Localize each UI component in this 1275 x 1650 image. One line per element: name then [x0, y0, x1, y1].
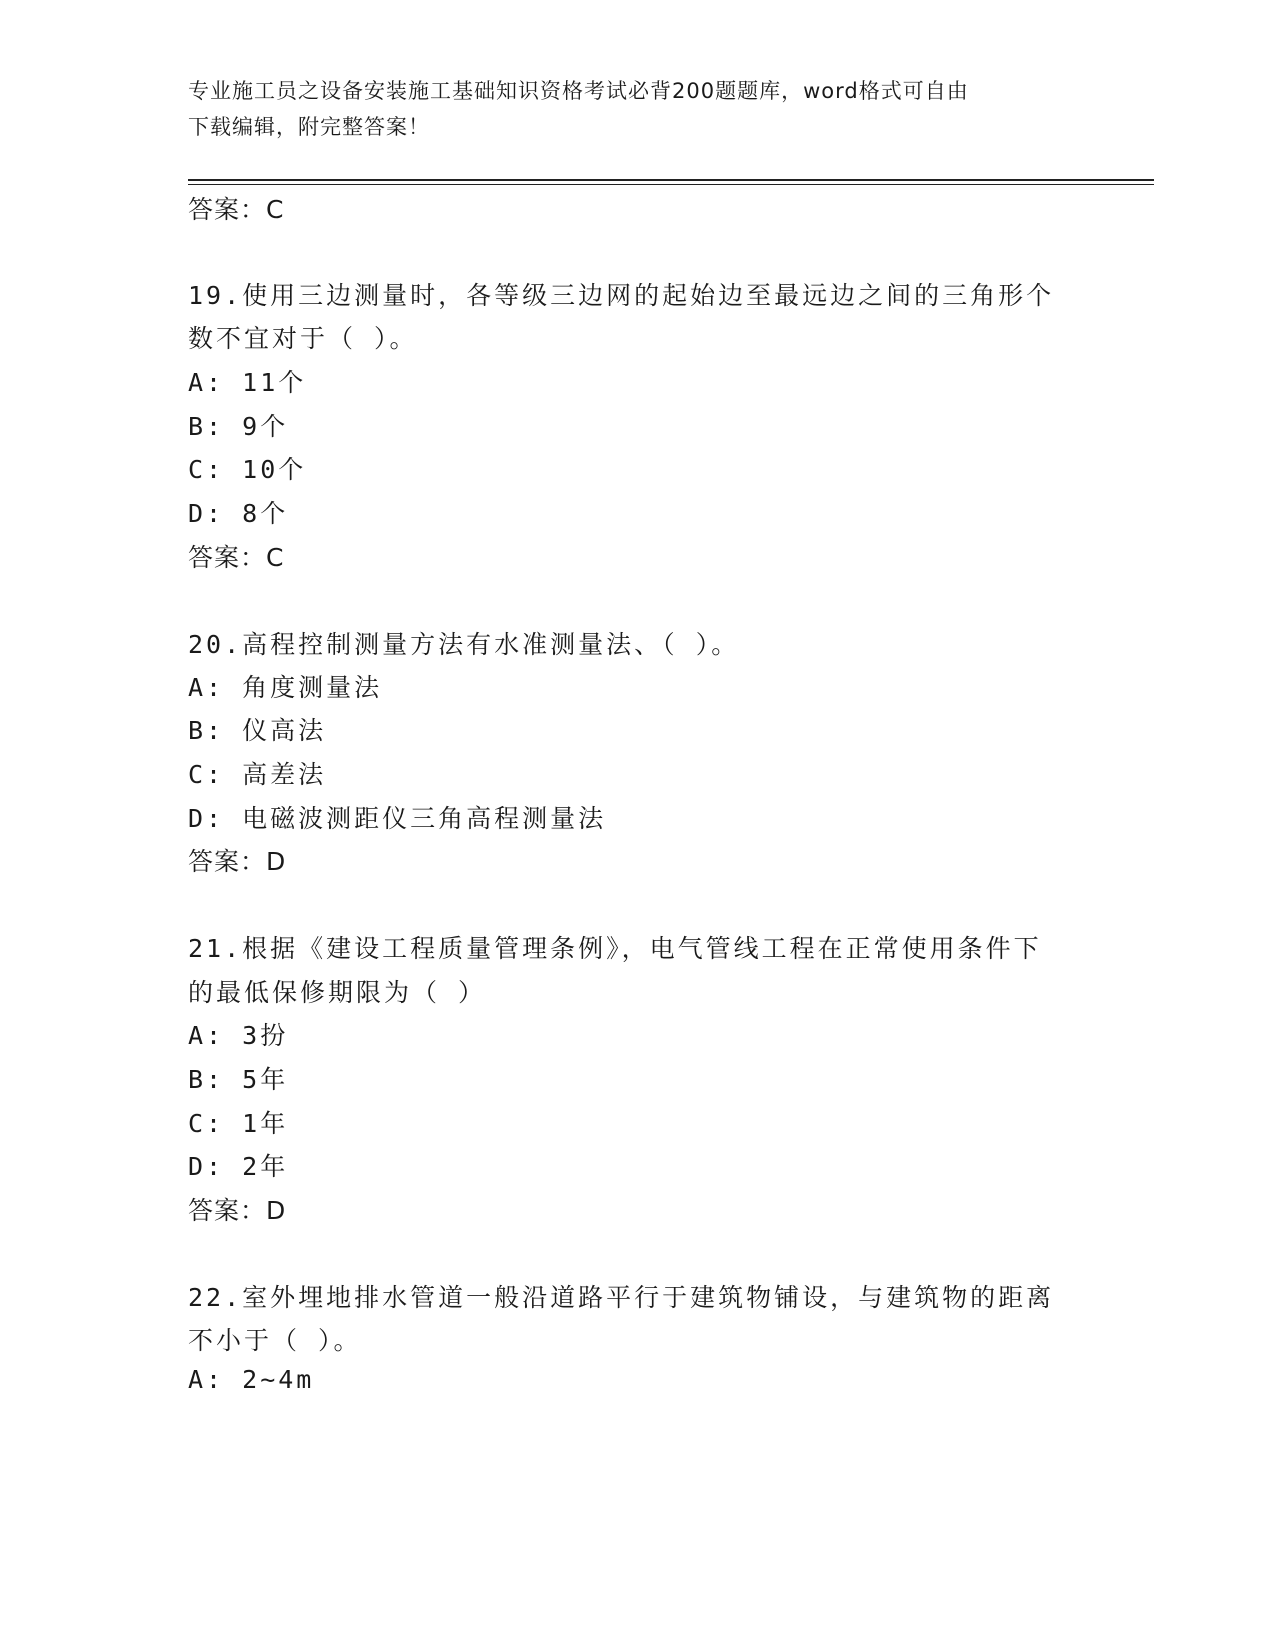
- question-19-line-2: 数不宜对于（ ）。: [188, 324, 418, 353]
- question-19-answer: 答案：C: [188, 543, 285, 572]
- question-19-option-c: C: 10个: [188, 455, 307, 484]
- question-19-option-d: D: 8个: [188, 499, 289, 528]
- question-21-option-c: C: 1年: [188, 1109, 289, 1138]
- question-20-option-a: A: 角度测量法: [188, 673, 383, 702]
- question-19-option-b: B: 9个: [188, 412, 289, 441]
- header-line-1: 专业施工员之设备安装施工基础知识资格考试必背200题题库，word格式可自由: [188, 79, 969, 103]
- header-line-2: 下载编辑，附完整答案！: [188, 115, 430, 139]
- question-22-line-2: 不小于（ ）。: [188, 1326, 362, 1355]
- question-19-option-a: A: 11个: [188, 368, 307, 397]
- question-22-line-1: 22.室外埋地排水管道一般沿道路平行于建筑物铺设，与建筑物的距离: [188, 1283, 1055, 1312]
- header-divider-thick: [188, 179, 1154, 181]
- question-21-answer: 答案：D: [188, 1196, 287, 1225]
- question-21-option-a: A: 3扮: [188, 1021, 289, 1050]
- question-19-line-1: 19.使用三边测量时，各等级三边网的起始边至最远边之间的三角形个: [188, 281, 1055, 310]
- question-20-answer: 答案：D: [188, 847, 287, 876]
- question-20-option-c: C: 高差法: [188, 760, 327, 789]
- question-20-option-b: B: 仪高法: [188, 716, 327, 745]
- question-21-line-2: 的最低保修期限为（ ）: [188, 978, 487, 1007]
- question-22-option-a: A: 2~4m: [188, 1365, 315, 1394]
- question-20-option-d: D: 电磁波测距仪三角高程测量法: [188, 804, 607, 833]
- document-header: [188, 73, 1068, 145]
- header-divider-thin: [188, 184, 1154, 185]
- question-20-line-1: 20.高程控制测量方法有水准测量法、（ ）。: [188, 630, 740, 659]
- question-21-option-d: D: 2年: [188, 1152, 289, 1181]
- question-21-option-b: B: 5年: [188, 1065, 289, 1094]
- question-21-line-1: 21.根据《建设工程质量管理条例》，电气管线工程在正常使用条件下: [188, 934, 1042, 963]
- answer-previous: 答案：C: [188, 195, 285, 224]
